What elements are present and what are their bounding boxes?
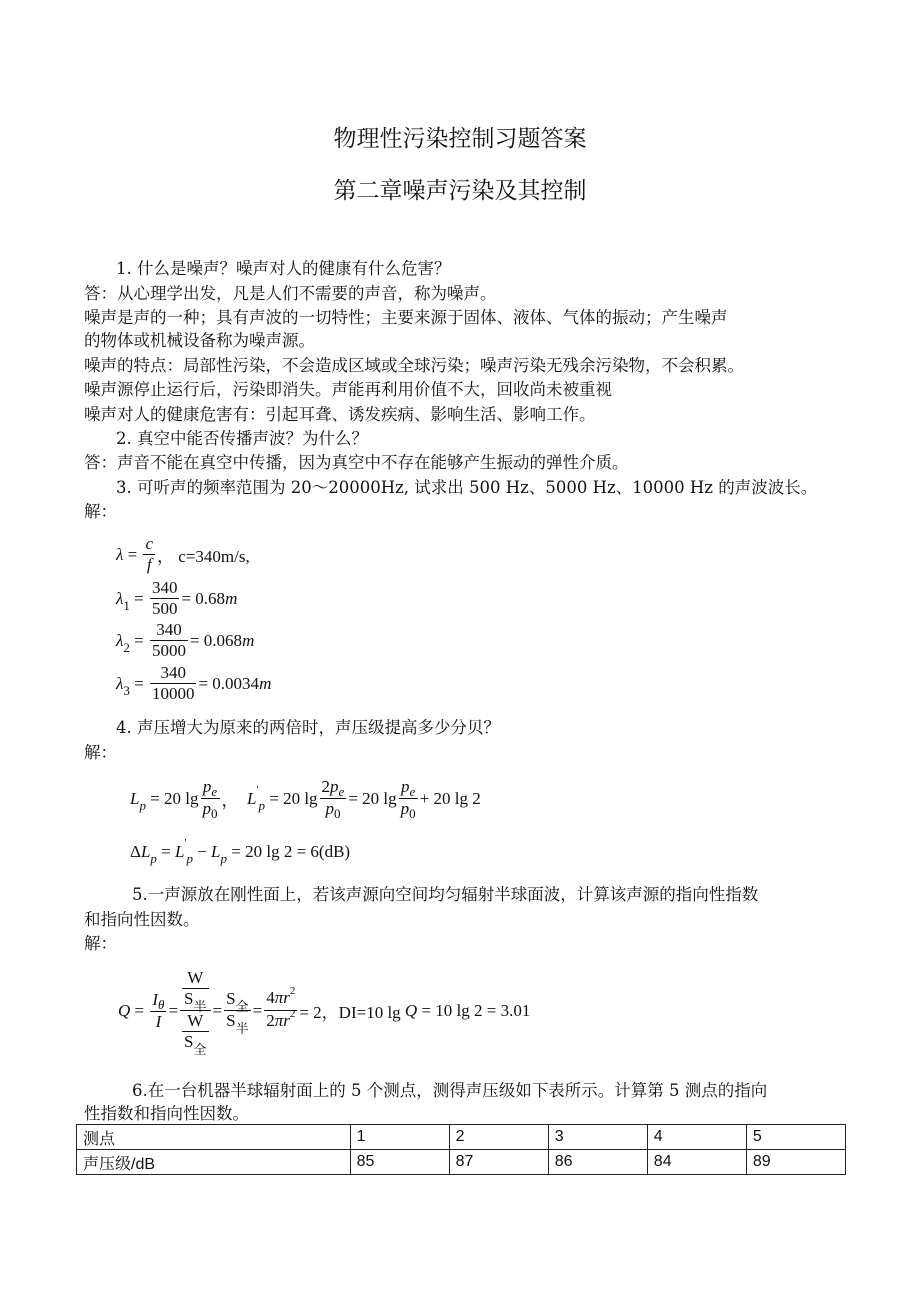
result-lambda-1: λ 1 = $\frac{340}{500}$ = 0.68 m — [116, 578, 238, 618]
question-2: 2. 真空中能否传播声波？为什么？ — [116, 429, 368, 448]
eq1-part-a: = 20 lg — [150, 788, 199, 808]
formula-directivity: Q = $\frac{I_\theta}{I}$ = $\frac{\frac{W}{S_半}}{\frac{W}{S_全}}$ = $\frac{S_全}{S_半}$ = $\frac{4\pi r^2}{2\pi r^2}$ = 2，DI=10 lg Q = 10 lg 2 = 3.01 — [118, 968, 531, 1057]
c-symbol: c — [145, 534, 154, 553]
question-5-line-2: 和指向性因数。 — [84, 910, 200, 929]
table-cell: 87 — [449, 1150, 548, 1175]
chapter-title: 第二章噪声污染及其控制 — [333, 178, 587, 204]
answer-1-line-3: 的物体或机械设备称为噪声源。 — [84, 331, 315, 350]
r3-denominator: 10000 — [151, 684, 195, 703]
table-cell: 1 — [350, 1125, 449, 1150]
table-cell: 5 — [746, 1125, 845, 1150]
answer-1-line-1: 答：从心理学出发，凡是人们不需要的声音，称为噪声。 — [84, 284, 497, 303]
r3-numerator: 340 — [150, 663, 197, 684]
r3-unit: m — [259, 673, 272, 693]
table-cell: 测点 — [77, 1125, 351, 1150]
table-row — [77, 1150, 846, 1175]
table-header-row — [77, 1125, 846, 1150]
r3-value: = 0.0034 — [198, 673, 260, 693]
question-5-line-1: 5.一声源放在刚性面上，若该声源向空间均匀辐射半球面波，计算该声源的指向性指数 — [132, 885, 759, 904]
r1-denominator: 500 — [151, 599, 178, 618]
page-title: 物理性污染控制习题答案 — [333, 126, 587, 152]
r1-unit: m — [225, 588, 238, 608]
directivity-tail: = 2，DI=10 lg — [299, 1003, 401, 1022]
table-cell: 86 — [548, 1150, 647, 1175]
measurement-table — [76, 1124, 846, 1175]
answer-1-line-4: 噪声的特点：局部性污染，不会造成区域或全球污染；噪声污染无残余污染物，不会积累。 — [84, 356, 744, 375]
r2-denominator: 5000 — [151, 641, 186, 660]
table-cell: 3 — [548, 1125, 647, 1150]
s-half-label-b: 半 — [235, 1021, 249, 1036]
s-full-label-b: 全 — [235, 999, 249, 1014]
r2-unit: m — [242, 630, 255, 650]
formula-sound-pressure-level: L p = 20 lg $\frac{p_e}{p_0}$ ， L ' p = 20 lg $\frac{2p_e}{p_0}$ = 20 lg $\frac{p_e}{p_0}$ + 20 lg 2 — [130, 777, 481, 821]
lambda-symbol: λ — [116, 544, 124, 564]
result-lambda-2: λ 2 = $\frac{340}{5000}$ = 0.068 m — [116, 620, 255, 660]
eq1-separator: ， — [221, 791, 239, 810]
question-6-line-1: 6.在一台机器半球辐射面上的 5 个测点，测得声压级如下表所示。计算第 5 测点的指向 — [132, 1081, 768, 1100]
eq2-result: = 20 lg 2 = 6(dB) — [231, 842, 351, 861]
f-symbol: f — [146, 555, 152, 574]
formula-wavelength: λ = $\frac{c}{f}$ ， c=340m/s, — [116, 534, 250, 574]
question-3: 3. 可听声的频率范围为 20～20000Hz, 试求出 500 Hz、5000 Hz、10000 Hz 的声波波长。 — [116, 478, 818, 497]
solve-label-5: 解： — [84, 934, 117, 953]
answer-1-line-2: 噪声是声的一种；具有声波的一切特性；主要来源于固体、液体、气体的振动；产生噪声 — [84, 308, 728, 327]
solve-label-3: 解： — [84, 502, 117, 521]
solve-label-4: 解： — [84, 743, 117, 762]
table-cell: 2 — [449, 1125, 548, 1150]
table-cell: 84 — [647, 1150, 746, 1175]
table-cell: 声压级/dB — [77, 1150, 351, 1175]
table-cell: 85 — [350, 1150, 449, 1175]
eq1-part-c: = 20 lg — [348, 788, 397, 808]
table-cell: 4 — [647, 1125, 746, 1150]
table-cell: 89 — [746, 1150, 845, 1175]
answer-1-line-6: 噪声对人的健康危害有：引起耳聋、诱发疾病、影响生活、影响工作。 — [84, 405, 596, 424]
question-4: 4. 声压增大为原来的两倍时，声压级提高多少分贝？ — [116, 718, 500, 737]
answer-2: 答：声音不能在真空中传播，因为真空中不存在能够产生振动的弹性介质。 — [84, 453, 629, 472]
eq1-part-d: + 20 lg 2 — [419, 788, 481, 808]
s-half-label-a: 半 — [193, 999, 207, 1014]
s-full-label-a: 全 — [193, 1042, 207, 1057]
question-1: 1. 什么是噪声？噪声对人的健康有什么危害？ — [116, 259, 451, 278]
r2-value: = 0.068 — [189, 630, 243, 650]
formula-level-difference: Δ L p = L ' p − L p = 20 lg 2 = 6(dB) — [130, 837, 351, 866]
question-6-line-2: 性指数和指向性因数。 — [84, 1104, 249, 1123]
r1-numerator: 340 — [151, 578, 178, 597]
result-lambda-3: λ 3 = $\frac{340}{10000}$ = 0.0034 m — [116, 663, 272, 703]
r2-numerator: 340 — [150, 620, 188, 641]
answer-1-line-5: 噪声源停止运行后，污染即消失。声能再利用价值不大，回收尚未被重视 — [84, 380, 612, 399]
r1-value: = 0.68 — [181, 588, 226, 608]
eq1-part-b: = 20 lg — [269, 788, 318, 808]
directivity-result: = 10 lg 2 = 3.01 — [421, 1000, 531, 1020]
speed-note: ， c=340m/s, — [157, 547, 250, 566]
